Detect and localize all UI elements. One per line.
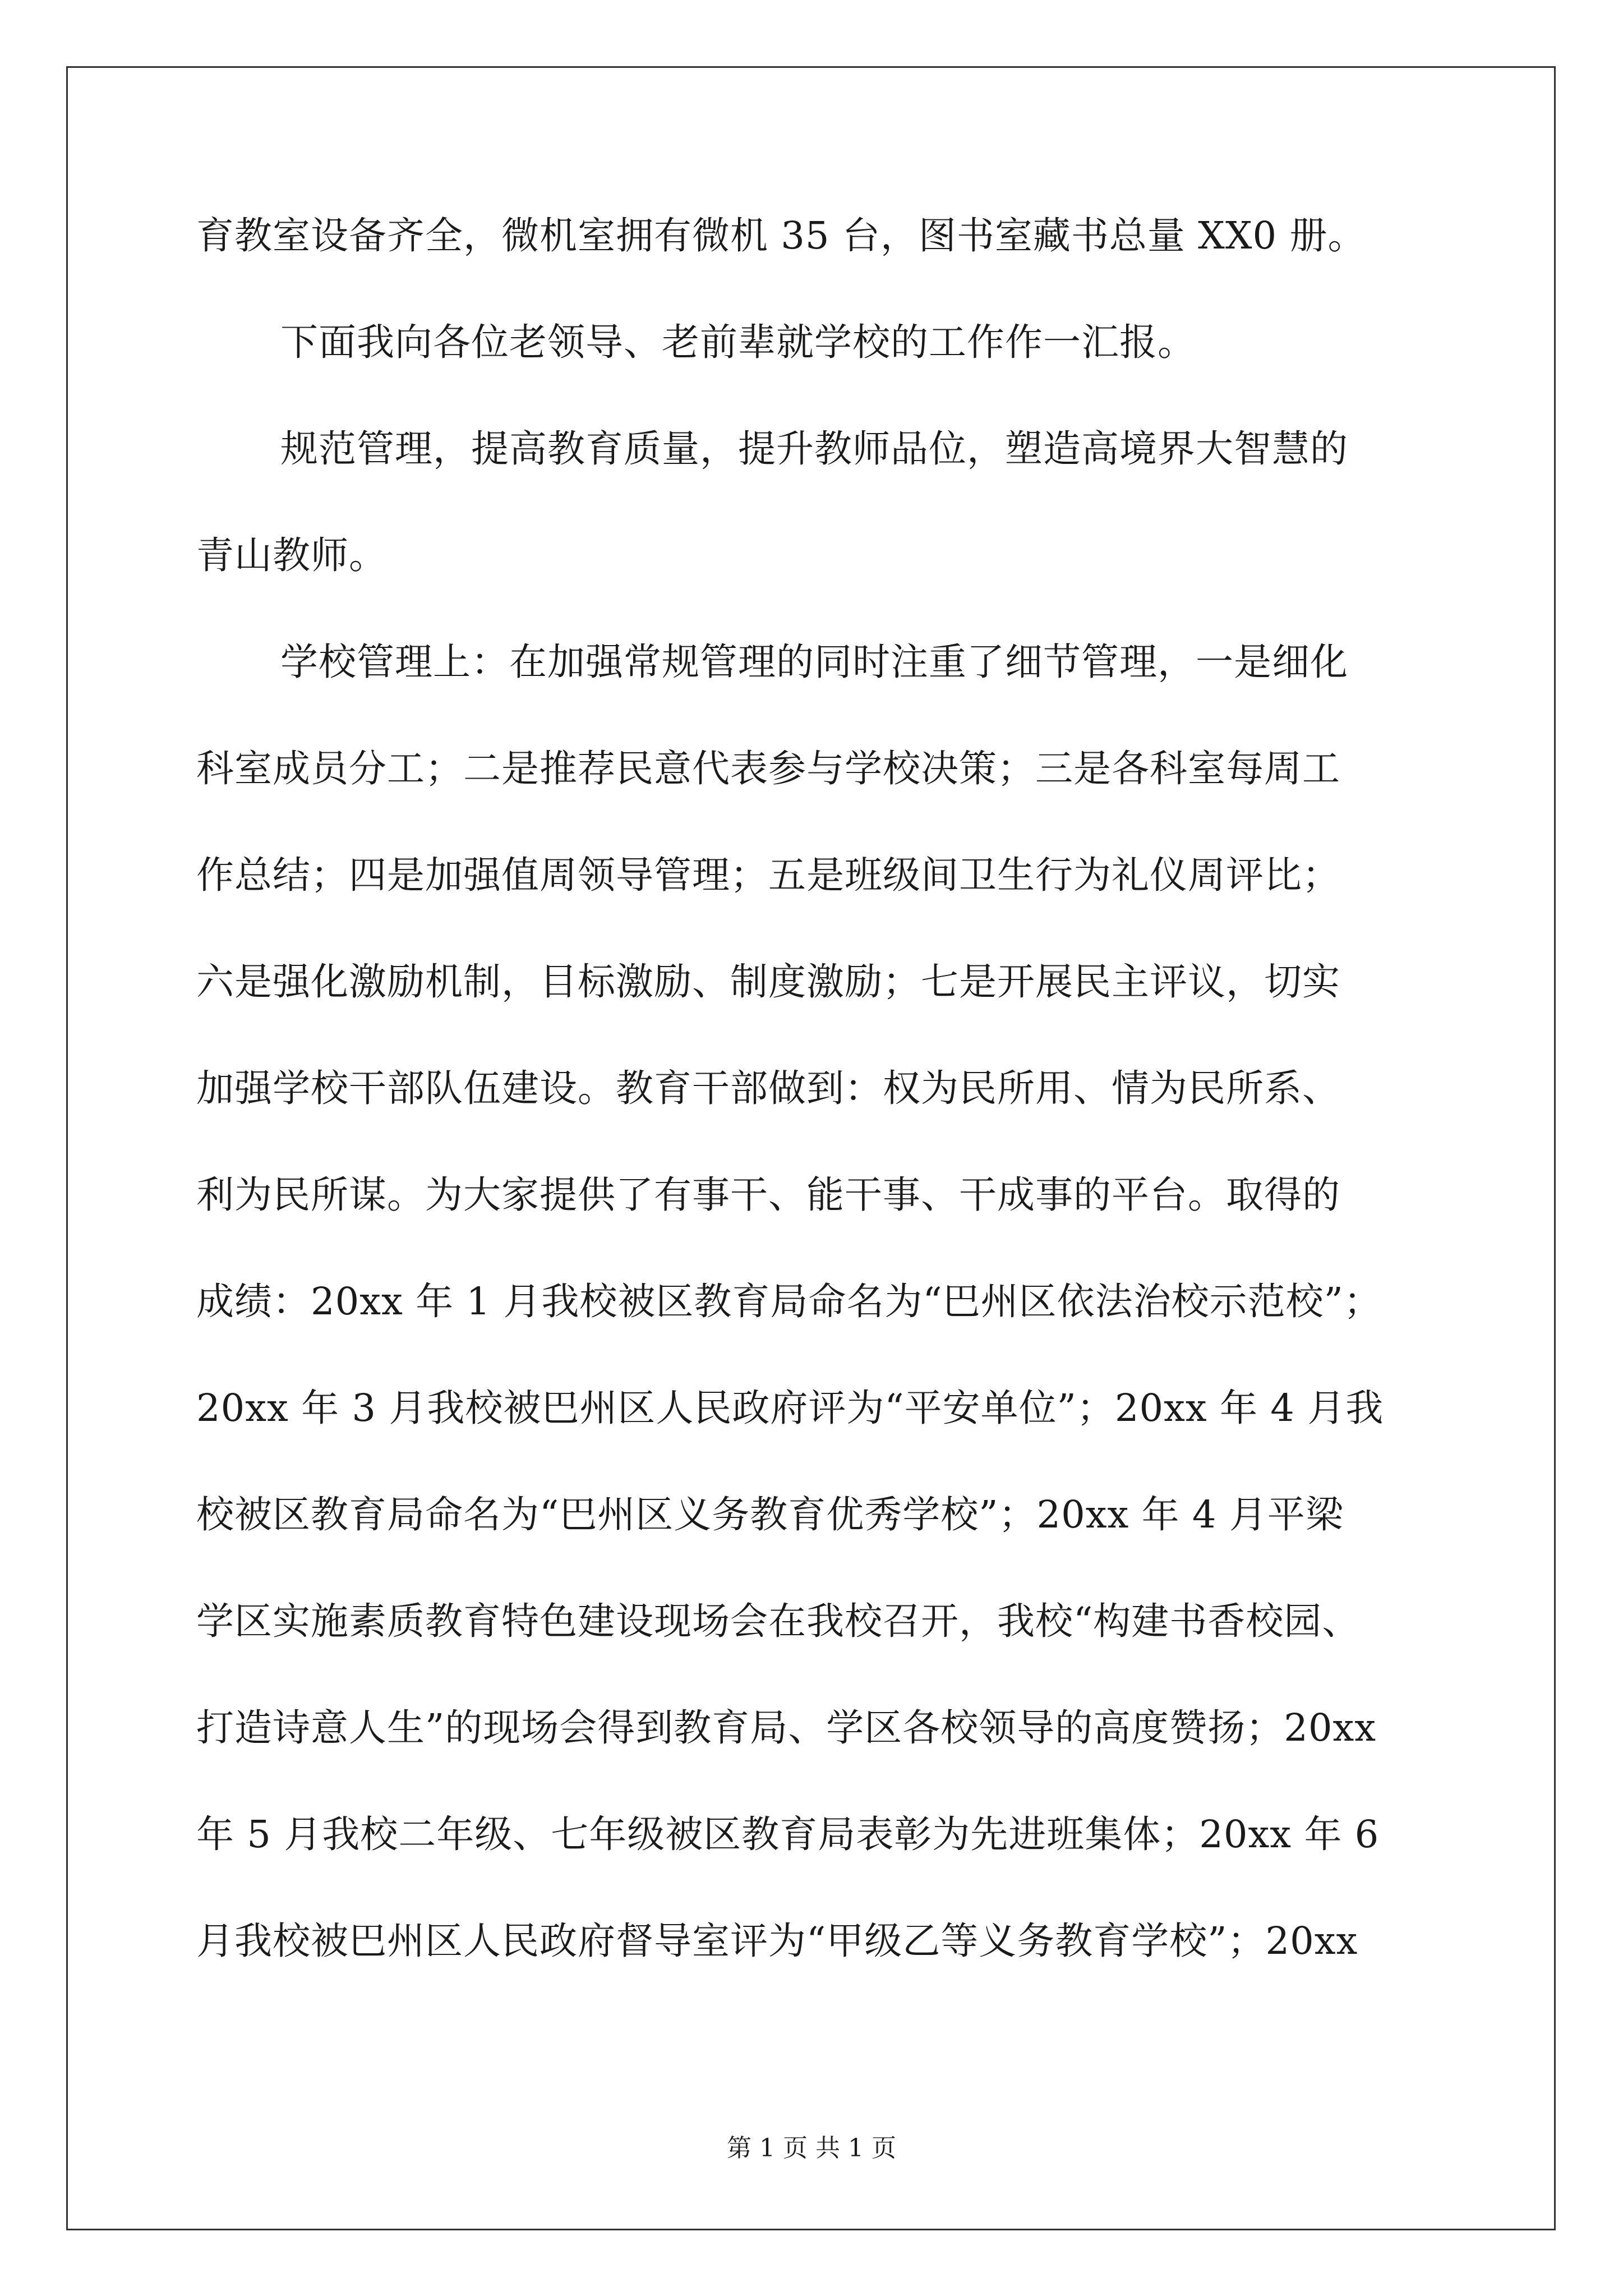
text-line: 月我校被巴州区人民政府督导室评为“甲级乙等义务教育学校”；20xx: [196, 1919, 1358, 1963]
text-line: 打造诗意人生”的现场会得到教育局、学区各校领导的高度赞扬；20xx: [196, 1706, 1377, 1750]
text-line: 年 5 月我校二年级、七年级被区教育局表彰为先进班集体；20xx 年 6: [196, 1812, 1380, 1856]
text-line: 作总结；四是加强值周领导管理；五是班级间卫生行为礼仪周评比；: [196, 853, 1340, 897]
text-line: 科室成员分工；二是推荐民意代表参与学校决策；三是各科室每周工: [196, 747, 1340, 790]
page-border: [66, 66, 1556, 2230]
text-line: 育教室设备齐全，微机室拥有微机 35 台，图书室藏书总量 XX0 册。: [196, 214, 1366, 257]
text-line: 青山教师。: [196, 533, 387, 577]
text-line: 学区实施素质教育特色建设现场会在我校召开，我校“构建书香校园、: [196, 1599, 1361, 1643]
text-line: 下面我向各位老领导、老前辈就学校的工作作一汇报。: [280, 320, 1196, 364]
text-line: 学校管理上：在加强常规管理的同时注重了细节管理，一是细化: [280, 640, 1348, 684]
page-number-footer: 第 1 页 共 1 页: [727, 2134, 896, 2162]
text-line: 利为民所谋。为大家提供了有事干、能干事、干成事的平台。取得的: [196, 1173, 1340, 1217]
text-line: 20xx 年 3 月我校被巴州区人民政府评为“平安单位”；20xx 年 4 月我: [196, 1386, 1384, 1430]
text-line: 成绩：20xx 年 1 月我校被区教育局命名为“巴州区依法治校示范校”；: [196, 1280, 1382, 1323]
text-line: 加强学校干部队伍建设。教育干部做到：权为民所用、情为民所系、: [196, 1066, 1340, 1110]
text-line: 规范管理，提高教育质量，提升教师品位，塑造高境界大智慧的: [280, 427, 1348, 471]
text-line: 校被区教育局命名为“巴州区义务教育优秀学校”；20xx 年 4 月平梁: [196, 1493, 1344, 1536]
text-line: 六是强化激励机制，目标激励、制度激励；七是开展民主评议，切实: [196, 960, 1340, 1004]
